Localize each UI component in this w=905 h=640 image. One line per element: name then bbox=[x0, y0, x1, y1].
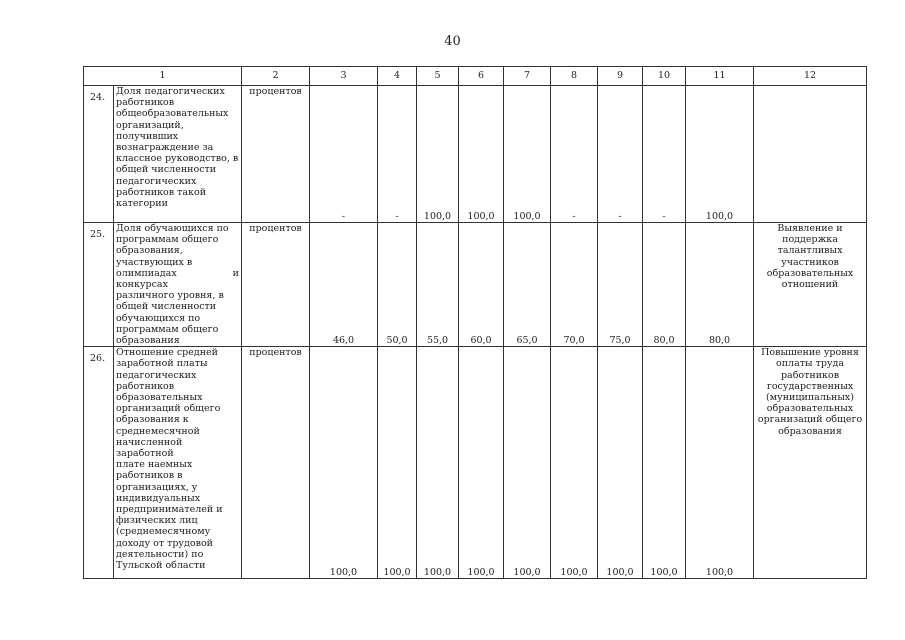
description-line: начисленной заработной bbox=[116, 436, 183, 460]
description-line: организациях, у bbox=[116, 481, 198, 493]
description-line: работников bbox=[116, 97, 175, 109]
description-line: различного уровня, в bbox=[116, 290, 224, 302]
goal-cell: Выявление и поддержка талантливых участников образовательных отношений bbox=[754, 223, 867, 347]
description-line: среднемесячной bbox=[116, 425, 200, 437]
header-cell: 1 bbox=[84, 67, 242, 86]
value-cell: 100,0 bbox=[598, 347, 643, 579]
header-cell: 7 bbox=[504, 67, 551, 86]
description-line: заработной платы bbox=[116, 358, 208, 370]
description-line: Доля обучающихся по bbox=[116, 223, 229, 234]
description-line: доходу от трудовой bbox=[116, 537, 213, 549]
value-cell: 100,0 bbox=[686, 86, 754, 223]
header-cell: 11 bbox=[686, 67, 754, 86]
description-line: педагогических bbox=[116, 369, 197, 381]
description-line: общей численности bbox=[116, 164, 217, 176]
value-cell: - bbox=[643, 86, 686, 223]
indicator-description bbox=[114, 223, 242, 347]
value-cell: 75,0 bbox=[598, 223, 643, 347]
indicator-description bbox=[114, 86, 242, 223]
unit-cell: процентов bbox=[242, 347, 310, 579]
description-line: физических лиц bbox=[116, 515, 198, 527]
description-line: участвующих в bbox=[116, 256, 193, 268]
header-cell: 10 bbox=[643, 67, 686, 86]
description-line: олимпиадах и конкурсах bbox=[116, 267, 240, 291]
value-cell: 50,0 bbox=[378, 223, 417, 347]
row-number: 25. bbox=[84, 223, 114, 347]
description-line: программам общего bbox=[116, 234, 219, 246]
description-line: плате наемных bbox=[116, 459, 193, 471]
value-cell: 100,0 bbox=[504, 347, 551, 579]
value-cell: 100,0 bbox=[686, 347, 754, 579]
table-row bbox=[84, 223, 867, 347]
description-line: деятельности) по bbox=[116, 548, 204, 560]
value-cell: 100,0 bbox=[459, 347, 504, 579]
description-line: Доля педагогических bbox=[116, 86, 225, 97]
description-line: общей численности bbox=[116, 301, 217, 313]
description-line: педагогических bbox=[116, 175, 197, 187]
unit-cell: процентов bbox=[242, 86, 310, 223]
description-line: программам общего bbox=[116, 323, 219, 335]
unit-cell: процентов bbox=[242, 223, 310, 347]
description-line: образования, bbox=[116, 245, 183, 257]
value-cell: 100,0 bbox=[459, 86, 504, 223]
goal-cell bbox=[754, 86, 867, 223]
description-line: образования к bbox=[116, 414, 189, 426]
value-cell: 100,0 bbox=[310, 347, 378, 579]
value-cell: 100,0 bbox=[417, 347, 459, 579]
value-cell: 100,0 bbox=[378, 347, 417, 579]
row-number: 26. bbox=[84, 347, 114, 579]
value-cell: 65,0 bbox=[504, 223, 551, 347]
description-line: Отношение средней bbox=[116, 347, 219, 359]
value-cell: 55,0 bbox=[417, 223, 459, 347]
value-cell: 60,0 bbox=[459, 223, 504, 347]
description-line: образования bbox=[116, 335, 180, 347]
goal-cell: Повышение уровня оплаты труда работников государственных (муниципальных) образовательных организаций общего образования bbox=[754, 347, 867, 579]
header-cell: 5 bbox=[417, 67, 459, 86]
description-line: категории bbox=[116, 198, 168, 210]
header-cell: 6 bbox=[459, 67, 504, 86]
description-line: вознаграждение за bbox=[116, 142, 214, 154]
indicators-table bbox=[83, 66, 867, 579]
header-cell: 12 bbox=[754, 67, 867, 86]
header-cell: 8 bbox=[551, 67, 598, 86]
table-row bbox=[84, 86, 867, 223]
description-line: индивидуальных bbox=[116, 492, 201, 504]
value-cell: - bbox=[310, 86, 378, 223]
description-line: получивших bbox=[116, 130, 179, 142]
description-line: предпринимателей и bbox=[116, 504, 223, 516]
description-line: организаций, bbox=[116, 119, 184, 131]
header-row bbox=[84, 67, 867, 86]
description-line: обучающихся по bbox=[116, 312, 201, 324]
row-number: 24. bbox=[84, 86, 114, 223]
value-cell: 80,0 bbox=[643, 223, 686, 347]
value-cell: - bbox=[378, 86, 417, 223]
header-cell: 9 bbox=[598, 67, 643, 86]
header-cell: 4 bbox=[378, 67, 417, 86]
description-line: классное руководство, в bbox=[116, 153, 239, 165]
value-cell: - bbox=[551, 86, 598, 223]
description-line: (среднемесячному bbox=[116, 526, 211, 538]
description-line: работников bbox=[116, 380, 175, 392]
value-cell: 80,0 bbox=[686, 223, 754, 347]
value-cell: - bbox=[598, 86, 643, 223]
value-cell: 100,0 bbox=[504, 86, 551, 223]
value-cell: 46,0 bbox=[310, 223, 378, 347]
value-cell: 70,0 bbox=[551, 223, 598, 347]
header-cell: 2 bbox=[242, 67, 310, 86]
description-line: общеобразовательных bbox=[116, 108, 229, 120]
description-line: работников в bbox=[116, 470, 183, 482]
description-line: работников такой bbox=[116, 186, 207, 198]
value-cell: 100,0 bbox=[417, 86, 459, 223]
description-line: Тульской области bbox=[116, 560, 206, 572]
page-number: 40 bbox=[444, 34, 461, 49]
table-row bbox=[84, 347, 867, 579]
value-cell: 100,0 bbox=[551, 347, 598, 579]
indicator-description bbox=[114, 347, 242, 579]
description-line: образовательных bbox=[116, 392, 203, 404]
value-cell: 100,0 bbox=[643, 347, 686, 579]
description-line: организаций общего bbox=[116, 403, 221, 415]
header-cell: 3 bbox=[310, 67, 378, 86]
